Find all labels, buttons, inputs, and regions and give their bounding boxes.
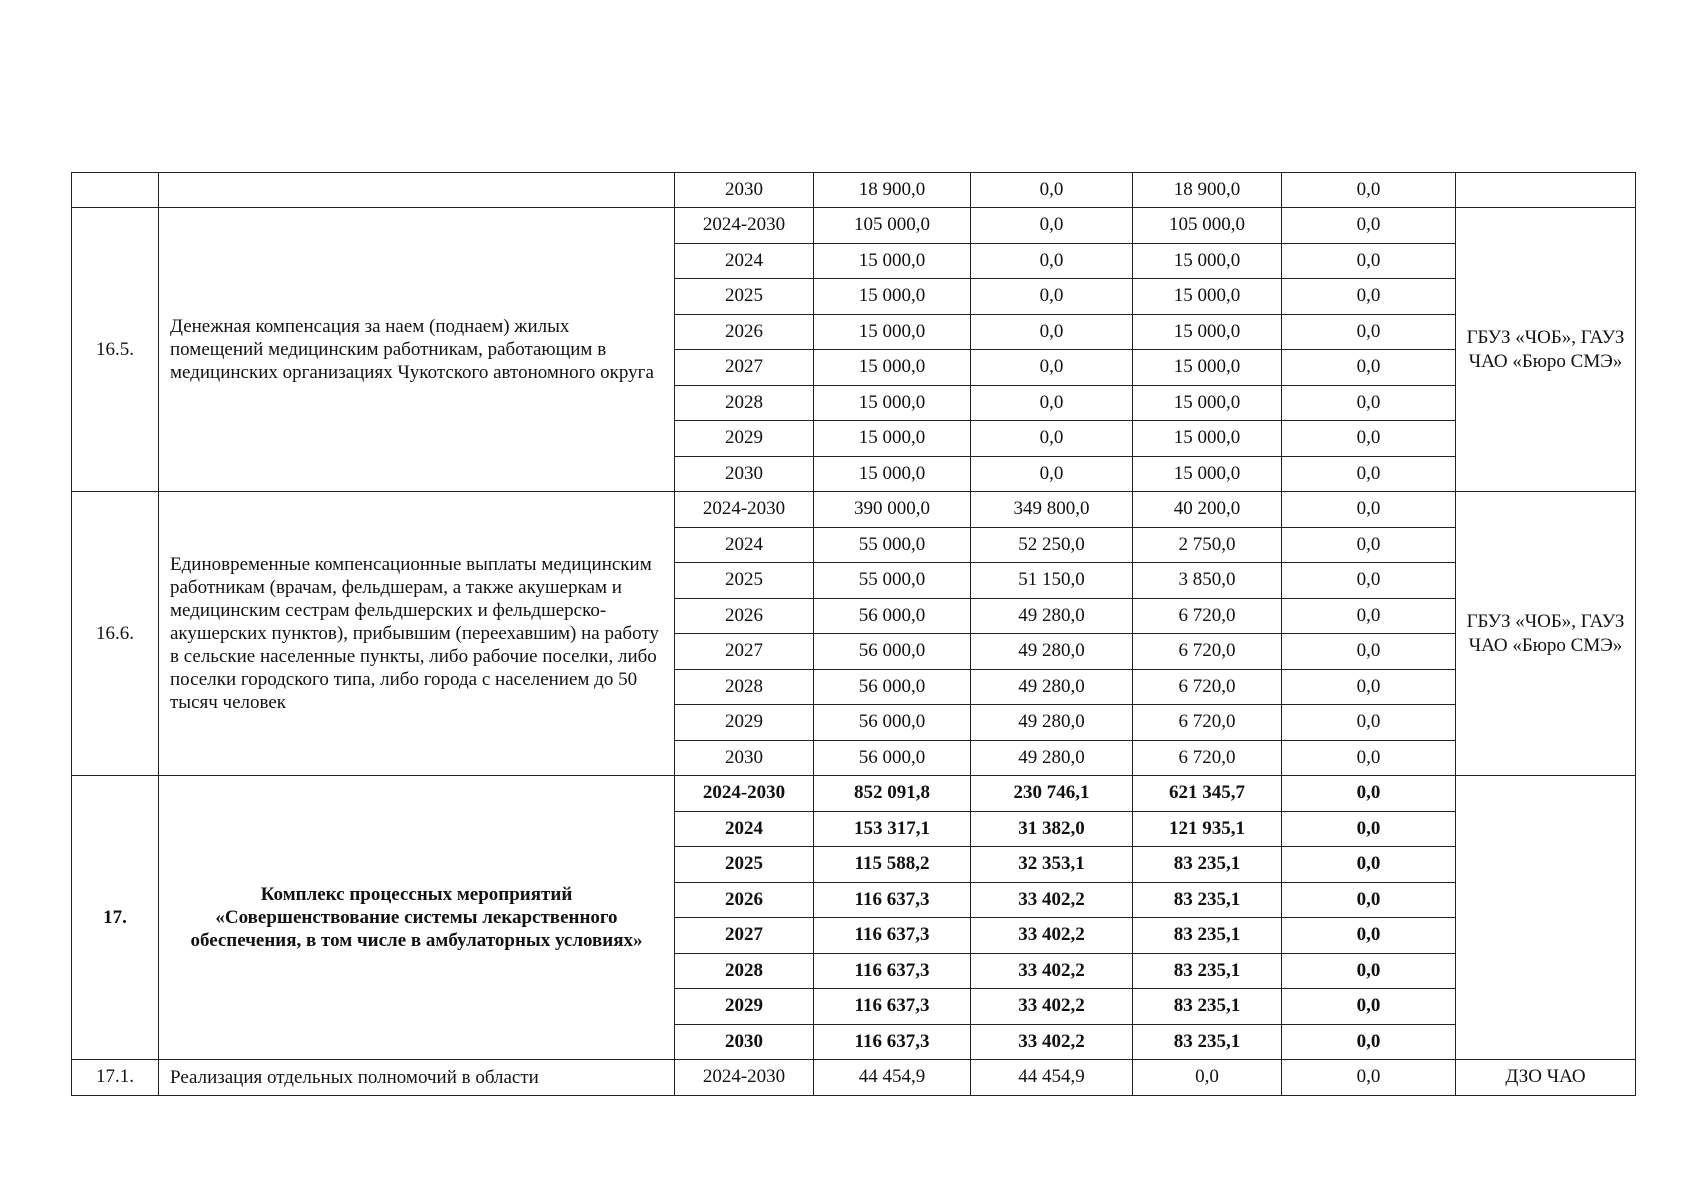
year-cell: 2024-2030	[675, 208, 814, 244]
federal-cell: 0,0	[971, 243, 1133, 279]
other-cell: 0,0	[1282, 776, 1456, 812]
other-cell: 0,0	[1282, 350, 1456, 386]
description-cell: Единовременные компенсационные выплаты медицинским работникам (врачам, фельдшерам, а также акушеркам и медицинским сестрам фельдшерских и фельдшерско-акушерских пунктов), прибывшим (переехавшим) на работу в сельские населенные пункты, либо рабочие поселки, либо поселки городского типа, либо города с населением до 50 тысяч человек	[159, 492, 675, 776]
regional-cell: 15 000,0	[1133, 456, 1282, 492]
other-cell: 0,0	[1282, 811, 1456, 847]
total-cell: 15 000,0	[814, 385, 971, 421]
federal-cell: 32 353,1	[971, 847, 1133, 883]
regional-cell: 6 720,0	[1133, 669, 1282, 705]
other-cell: 0,0	[1282, 953, 1456, 989]
federal-cell: 44 454,9	[971, 1060, 1133, 1096]
federal-cell: 33 402,2	[971, 953, 1133, 989]
regional-cell: 6 720,0	[1133, 598, 1282, 634]
regional-cell: 121 935,1	[1133, 811, 1282, 847]
total-cell: 56 000,0	[814, 669, 971, 705]
federal-cell: 0,0	[971, 421, 1133, 457]
year-cell: 2025	[675, 847, 814, 883]
year-cell: 2027	[675, 918, 814, 954]
federal-cell: 31 382,0	[971, 811, 1133, 847]
executor-cell	[1456, 173, 1636, 208]
item-number-cell: 17.	[72, 776, 159, 1060]
total-cell: 15 000,0	[814, 314, 971, 350]
federal-cell: 51 150,0	[971, 563, 1133, 599]
total-cell: 18 900,0	[814, 173, 971, 208]
regional-cell: 621 345,7	[1133, 776, 1282, 812]
regional-cell: 83 235,1	[1133, 1024, 1282, 1060]
total-cell: 116 637,3	[814, 1024, 971, 1060]
other-cell: 0,0	[1282, 314, 1456, 350]
other-cell: 0,0	[1282, 173, 1456, 208]
other-cell: 0,0	[1282, 882, 1456, 918]
year-cell: 2030	[675, 1024, 814, 1060]
other-cell: 0,0	[1282, 740, 1456, 776]
total-cell: 15 000,0	[814, 243, 971, 279]
federal-cell: 33 402,2	[971, 989, 1133, 1025]
other-cell: 0,0	[1282, 208, 1456, 244]
total-cell: 153 317,1	[814, 811, 971, 847]
total-cell: 44 454,9	[814, 1060, 971, 1096]
table-row	[72, 776, 1636, 812]
year-cell: 2026	[675, 882, 814, 918]
regional-cell: 15 000,0	[1133, 385, 1282, 421]
regional-cell: 6 720,0	[1133, 634, 1282, 670]
total-cell: 56 000,0	[814, 740, 971, 776]
table-row	[72, 208, 1636, 244]
year-cell: 2024	[675, 527, 814, 563]
regional-cell: 6 720,0	[1133, 705, 1282, 741]
executor-cell: ГБУЗ «ЧОБ», ГАУЗ ЧАО «Бюро СМЭ»	[1456, 208, 1636, 492]
federal-cell: 33 402,2	[971, 882, 1133, 918]
year-cell: 2026	[675, 314, 814, 350]
year-cell: 2027	[675, 350, 814, 386]
total-cell: 390 000,0	[814, 492, 971, 528]
description-cell: Реализация отдельных полномочий в области	[159, 1060, 675, 1096]
total-cell: 56 000,0	[814, 598, 971, 634]
other-cell: 0,0	[1282, 456, 1456, 492]
year-cell: 2025	[675, 279, 814, 315]
item-number-cell: 16.6.	[72, 492, 159, 776]
year-cell: 2029	[675, 705, 814, 741]
federal-cell: 0,0	[971, 385, 1133, 421]
item-number-cell: 16.5.	[72, 208, 159, 492]
total-cell: 105 000,0	[814, 208, 971, 244]
other-cell: 0,0	[1282, 598, 1456, 634]
other-cell: 0,0	[1282, 243, 1456, 279]
federal-cell: 0,0	[971, 314, 1133, 350]
federal-cell: 349 800,0	[971, 492, 1133, 528]
description-cell: Денежная компенсация за наем (поднаем) жилых помещений медицинским работникам, работающим в медицинских организациях Чукотского автономного округа	[159, 208, 675, 492]
year-cell: 2024	[675, 243, 814, 279]
year-cell: 2028	[675, 953, 814, 989]
year-cell: 2027	[675, 634, 814, 670]
regional-cell: 105 000,0	[1133, 208, 1282, 244]
year-cell: 2030	[675, 740, 814, 776]
other-cell: 0,0	[1282, 492, 1456, 528]
other-cell: 0,0	[1282, 989, 1456, 1025]
total-cell: 116 637,3	[814, 989, 971, 1025]
total-cell: 115 588,2	[814, 847, 971, 883]
executor-cell: ГБУЗ «ЧОБ», ГАУЗ ЧАО «Бюро СМЭ»	[1456, 492, 1636, 776]
total-cell: 15 000,0	[814, 421, 971, 457]
other-cell: 0,0	[1282, 634, 1456, 670]
federal-cell: 49 280,0	[971, 598, 1133, 634]
regional-cell: 6 720,0	[1133, 740, 1282, 776]
other-cell: 0,0	[1282, 847, 1456, 883]
total-cell: 15 000,0	[814, 456, 971, 492]
federal-cell: 0,0	[971, 173, 1133, 208]
federal-cell: 0,0	[971, 456, 1133, 492]
regional-cell: 40 200,0	[1133, 492, 1282, 528]
executor-cell: ДЗО ЧАО	[1456, 1060, 1636, 1096]
budget-table	[71, 172, 1636, 1096]
other-cell: 0,0	[1282, 669, 1456, 705]
year-cell: 2024-2030	[675, 1060, 814, 1096]
year-cell: 2030	[675, 456, 814, 492]
other-cell: 0,0	[1282, 1060, 1456, 1096]
item-number-cell: 17.1.	[72, 1060, 159, 1096]
year-cell: 2029	[675, 989, 814, 1025]
table-row	[72, 492, 1636, 528]
year-cell: 2024-2030	[675, 776, 814, 812]
year-cell: 2028	[675, 385, 814, 421]
year-cell: 2028	[675, 669, 814, 705]
federal-cell: 49 280,0	[971, 669, 1133, 705]
year-cell: 2025	[675, 563, 814, 599]
total-cell: 116 637,3	[814, 918, 971, 954]
regional-cell: 3 850,0	[1133, 563, 1282, 599]
other-cell: 0,0	[1282, 705, 1456, 741]
other-cell: 0,0	[1282, 1024, 1456, 1060]
federal-cell: 0,0	[971, 208, 1133, 244]
other-cell: 0,0	[1282, 385, 1456, 421]
regional-cell: 15 000,0	[1133, 350, 1282, 386]
total-cell: 55 000,0	[814, 563, 971, 599]
other-cell: 0,0	[1282, 421, 1456, 457]
regional-cell: 15 000,0	[1133, 243, 1282, 279]
federal-cell: 52 250,0	[971, 527, 1133, 563]
year-cell: 2024-2030	[675, 492, 814, 528]
federal-cell: 33 402,2	[971, 1024, 1133, 1060]
total-cell: 56 000,0	[814, 634, 971, 670]
other-cell: 0,0	[1282, 918, 1456, 954]
federal-cell: 49 280,0	[971, 705, 1133, 741]
total-cell: 852 091,8	[814, 776, 971, 812]
regional-cell: 83 235,1	[1133, 847, 1282, 883]
item-number-cell	[72, 173, 159, 208]
total-cell: 116 637,3	[814, 953, 971, 989]
year-cell: 2030	[675, 173, 814, 208]
federal-cell: 0,0	[971, 350, 1133, 386]
regional-cell: 2 750,0	[1133, 527, 1282, 563]
regional-cell: 83 235,1	[1133, 918, 1282, 954]
total-cell: 15 000,0	[814, 350, 971, 386]
regional-cell: 83 235,1	[1133, 882, 1282, 918]
year-cell: 2024	[675, 811, 814, 847]
regional-cell: 0,0	[1133, 1060, 1282, 1096]
total-cell: 15 000,0	[814, 279, 971, 315]
description-cell	[159, 173, 675, 208]
other-cell: 0,0	[1282, 527, 1456, 563]
federal-cell: 230 746,1	[971, 776, 1133, 812]
year-cell: 2029	[675, 421, 814, 457]
total-cell: 56 000,0	[814, 705, 971, 741]
table-row	[72, 173, 1636, 208]
regional-cell: 18 900,0	[1133, 173, 1282, 208]
executor-cell	[1456, 776, 1636, 1060]
year-cell: 2026	[675, 598, 814, 634]
regional-cell: 83 235,1	[1133, 953, 1282, 989]
other-cell: 0,0	[1282, 279, 1456, 315]
regional-cell: 15 000,0	[1133, 279, 1282, 315]
regional-cell: 83 235,1	[1133, 989, 1282, 1025]
regional-cell: 15 000,0	[1133, 314, 1282, 350]
total-cell: 55 000,0	[814, 527, 971, 563]
table-row	[72, 1060, 1636, 1096]
federal-cell: 49 280,0	[971, 740, 1133, 776]
description-cell: Комплекс процессных мероприятий «Совершенствование системы лекарственного обеспечения, в том числе в амбулаторных условиях»	[159, 776, 675, 1060]
other-cell: 0,0	[1282, 563, 1456, 599]
regional-cell: 15 000,0	[1133, 421, 1282, 457]
federal-cell: 49 280,0	[971, 634, 1133, 670]
federal-cell: 33 402,2	[971, 918, 1133, 954]
total-cell: 116 637,3	[814, 882, 971, 918]
federal-cell: 0,0	[971, 279, 1133, 315]
